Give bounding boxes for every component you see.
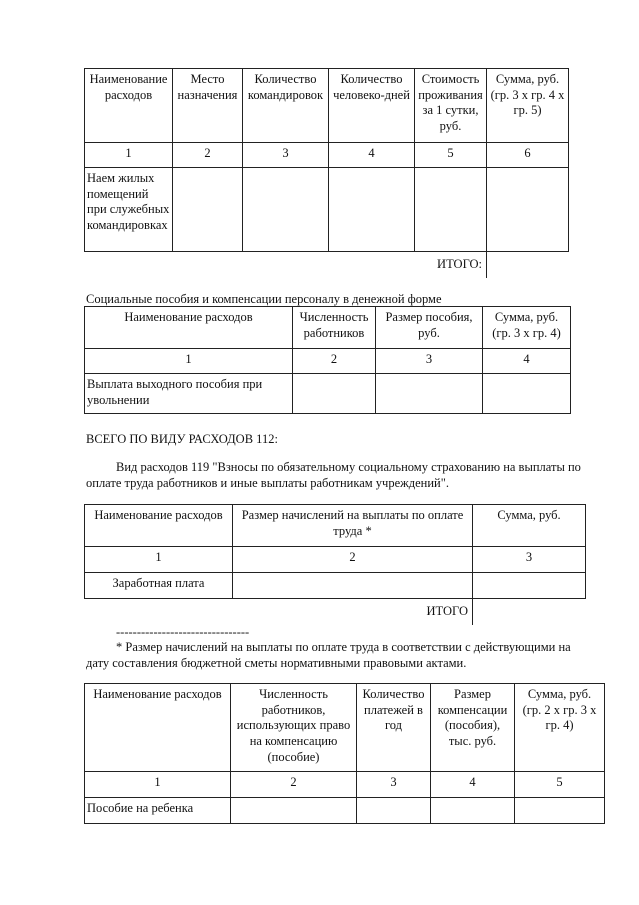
row-label: Наем жилых помещений при служебных командировках [85, 168, 173, 252]
total-row [85, 252, 569, 278]
header-cell: Численность работников, использующих право на компенсацию (пособие) [231, 684, 357, 772]
table-header-row [85, 307, 571, 349]
empty-cell [173, 168, 243, 252]
header-cell: Наименование расходов [85, 684, 231, 772]
header-cell: Количество человеко-дней [329, 69, 415, 143]
column-number-row [85, 349, 571, 374]
empty-cell [357, 798, 431, 824]
column-number: 4 [431, 772, 515, 798]
total-value-cell [473, 599, 586, 625]
empty-cell [415, 168, 487, 252]
total-label: ИТОГО: [415, 252, 487, 278]
header-cell: Сумма, руб. (гр. 2 х гр. 3 х гр. 4) [515, 684, 605, 772]
header-cell: Размер начислений на выплаты по оплате труда * [233, 505, 473, 547]
empty-cell [243, 168, 329, 252]
footnote-separator: -------------------------------- [116, 625, 250, 639]
empty-cell [329, 168, 415, 252]
header-cell: Наименование расходов [85, 505, 233, 547]
empty-cell [293, 374, 376, 414]
column-number: 6 [487, 143, 569, 168]
table-insurance-contributions [84, 504, 586, 625]
total-value-cell [487, 252, 569, 278]
empty-cell [431, 798, 515, 824]
total-label: ИТОГО [233, 599, 473, 625]
column-number: 3 [357, 772, 431, 798]
header-cell: Сумма, руб. [473, 505, 586, 547]
header-cell: Размер пособия, руб. [376, 307, 483, 349]
column-number: 2 [233, 547, 473, 573]
table-housing-expenses [84, 68, 569, 278]
header-cell: Наименование расходов [85, 307, 293, 349]
table-header-row [85, 505, 586, 547]
column-number: 1 [85, 547, 233, 573]
empty-cell [483, 374, 571, 414]
header-cell: Численность работников [293, 307, 376, 349]
column-number-row [85, 143, 569, 168]
table-child-benefit [84, 683, 605, 824]
header-cell: Размер компенсации (пособия), тыс. руб. [431, 684, 515, 772]
empty-cell [231, 798, 357, 824]
column-number: 5 [415, 143, 487, 168]
table-social-benefits [84, 306, 571, 414]
row-label: Пособие на ребенка [85, 798, 231, 824]
empty-cell [515, 798, 605, 824]
column-number-row [85, 547, 586, 573]
header-cell: Стоимость проживания за 1 сутки, руб. [415, 69, 487, 143]
header-cell: Количество командировок [243, 69, 329, 143]
table-row [85, 573, 586, 599]
column-number: 4 [483, 349, 571, 374]
column-number: 3 [243, 143, 329, 168]
column-number-row [85, 772, 605, 798]
table-header-row [85, 684, 605, 772]
column-number: 2 [173, 143, 243, 168]
column-number: 3 [473, 547, 586, 573]
row-label: Выплата выходного пособия при увольнении [85, 374, 293, 414]
section-title-expense-119: Вид расходов 119 "Взносы по обязательному социальному страхованию на выплаты по оплате труда работников и иные выплаты работникам учреждений". [86, 460, 581, 490]
column-number: 5 [515, 772, 605, 798]
section-title-social-benefits: Социальные пособия и компенсации персоналу в денежной форме [86, 292, 442, 306]
header-cell: Сумма, руб. (гр. 3 х гр. 4) [483, 307, 571, 349]
empty-cell [376, 374, 483, 414]
header-cell: Сумма, руб. (гр. 3 х гр. 4 х гр. 5) [487, 69, 569, 143]
row-label: Заработная плата [85, 573, 233, 599]
empty-cell [487, 168, 569, 252]
empty-cell [473, 573, 586, 599]
footnote-text: * Размер начислений на выплаты по оплате труда в соответствии с действующими на дату составления бюджетной сметы нормативными правовыми актами. [86, 640, 571, 670]
table-row [85, 374, 571, 414]
table-header-row [85, 69, 569, 143]
column-number: 4 [329, 143, 415, 168]
column-number: 1 [85, 143, 173, 168]
header-cell: Место назначения [173, 69, 243, 143]
table-row [85, 168, 569, 252]
column-number: 1 [85, 349, 293, 374]
column-number: 2 [231, 772, 357, 798]
header-cell: Количество платежей в год [357, 684, 431, 772]
column-number: 2 [293, 349, 376, 374]
column-number: 3 [376, 349, 483, 374]
header-cell: Наименование расходов [85, 69, 173, 143]
column-number: 1 [85, 772, 231, 798]
table-row [85, 798, 605, 824]
total-expense-type-112: ВСЕГО ПО ВИДУ РАСХОДОВ 112: [86, 432, 278, 446]
empty-cell [233, 573, 473, 599]
total-row [85, 599, 586, 625]
